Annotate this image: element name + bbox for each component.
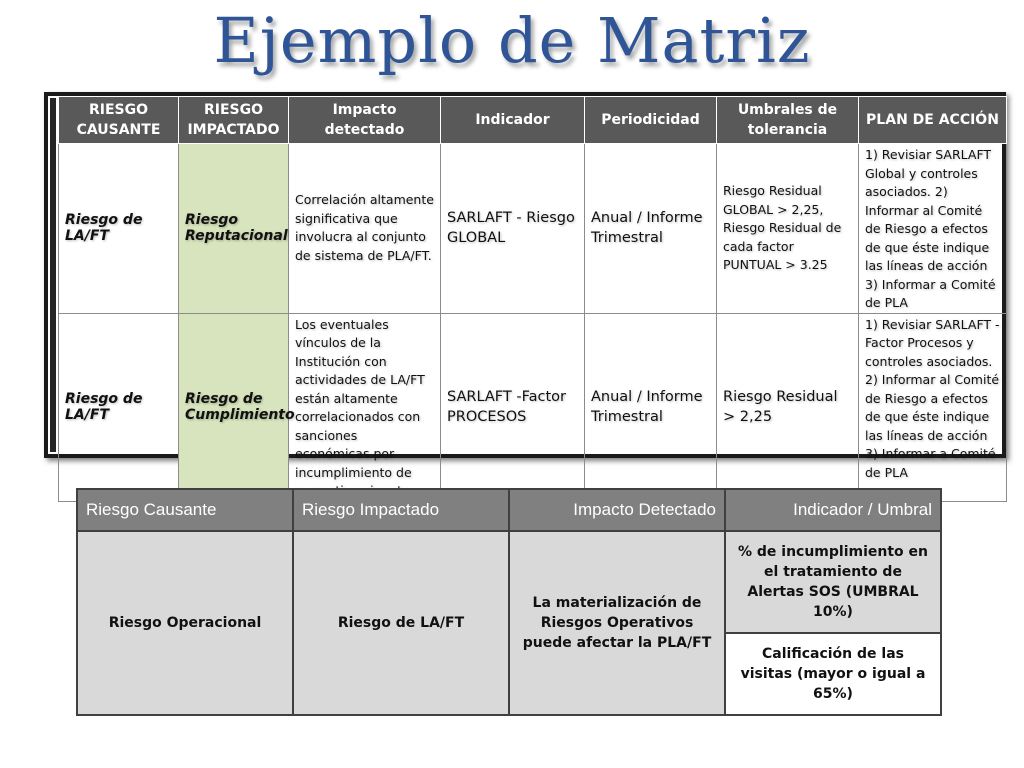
- cell-riesgo-causante: Riesgo de LA/FT: [59, 313, 179, 501]
- summary-header-impactado: Riesgo Impactado: [293, 489, 509, 531]
- summary-header-impacto: Impacto Detectado: [509, 489, 725, 531]
- header-periodicidad: Periodicidad: [585, 97, 717, 144]
- header-umbrales: Umbrales de tolerancia: [717, 97, 859, 144]
- summary-cell-indicador-1: % de incumplimiento en el tratamiento de Alertas SOS (UMBRAL 10%): [725, 531, 941, 633]
- summary-cell-causante: Riesgo Operacional: [77, 531, 293, 715]
- table-row: [59, 144, 1007, 314]
- summary-header-causante: Riesgo Causante: [77, 489, 293, 531]
- frame-left-bar: [50, 98, 56, 452]
- cell-umbral: Riesgo Residual > 2,25: [717, 313, 859, 501]
- cell-riesgo-impactado: Riesgo de Cumplimiento: [179, 313, 289, 501]
- cell-impacto-detectado: Los eventuales vínculos de la Institución con actividades de LA/FT están altamente correlacionados con sanciones económicas por incumplimiento de: [289, 313, 441, 501]
- risk-matrix-frame: [44, 92, 1006, 480]
- cell-plan-accion: 1) Revisiar SARLAFT - Factor Procesos y controles asociados. 2) Informar al Comité de Riesgo a efectos de que éste indique las líneas de acción 3) Informar a Comité de PLA: [859, 313, 1007, 501]
- header-riesgo-impactado: RIESGO IMPACTADO: [179, 97, 289, 144]
- table-header-row: [59, 97, 1007, 144]
- risk-matrix-table: [58, 96, 1007, 502]
- summary-table: [76, 488, 942, 716]
- header-indicador: Indicador: [441, 97, 585, 144]
- summary-header-indicador: Indicador / Umbral: [725, 489, 941, 531]
- summary-cell-impacto: La materialización de Riesgos Operativos puede afectar la PLA/FT: [509, 531, 725, 715]
- page-title: Ejemplo de Matriz: [213, 4, 811, 77]
- cell-impacto-detectado: Correlación altamente significativa que involucra al conjunto de sistema de PLA/FT.: [289, 144, 441, 314]
- header-impacto-detectado: Impacto detectado: [289, 97, 441, 144]
- cell-indicador: SARLAFT -Factor PROCESOS: [441, 313, 585, 501]
- summary-cell-indicador-2: Calificación de las visitas (mayor o igual a 65%): [725, 633, 941, 715]
- summary-row: [77, 531, 941, 633]
- header-riesgo-causante: RIESGO CAUSANTE: [59, 97, 179, 144]
- cell-umbral: Riesgo Residual GLOBAL > 2,25, Riesgo Residual de cada factor PUNTUAL > 3.25: [717, 144, 859, 314]
- cell-riesgo-impactado: Riesgo Reputacional: [179, 144, 289, 314]
- header-plan-accion: PLAN DE ACCIÓN: [859, 97, 1007, 144]
- summary-header-row: [77, 489, 941, 531]
- summary-cell-impactado: Riesgo de LA/FT: [293, 531, 509, 715]
- cell-plan-accion: 1) Revisiar SARLAFT Global y controles asociados. 2) Informar al Comité de Riesgo a efectos de que éste indique las líneas de acción 3) Informar a Comité de PLA: [859, 144, 1007, 314]
- cell-periodicidad: Anual / Informe Trimestral: [585, 313, 717, 501]
- table-row: [59, 313, 1007, 501]
- cell-periodicidad: Anual / Informe Trimestral: [585, 144, 717, 314]
- cell-indicador: SARLAFT - Riesgo GLOBAL: [441, 144, 585, 314]
- cell-riesgo-causante: Riesgo de LA/FT: [59, 144, 179, 314]
